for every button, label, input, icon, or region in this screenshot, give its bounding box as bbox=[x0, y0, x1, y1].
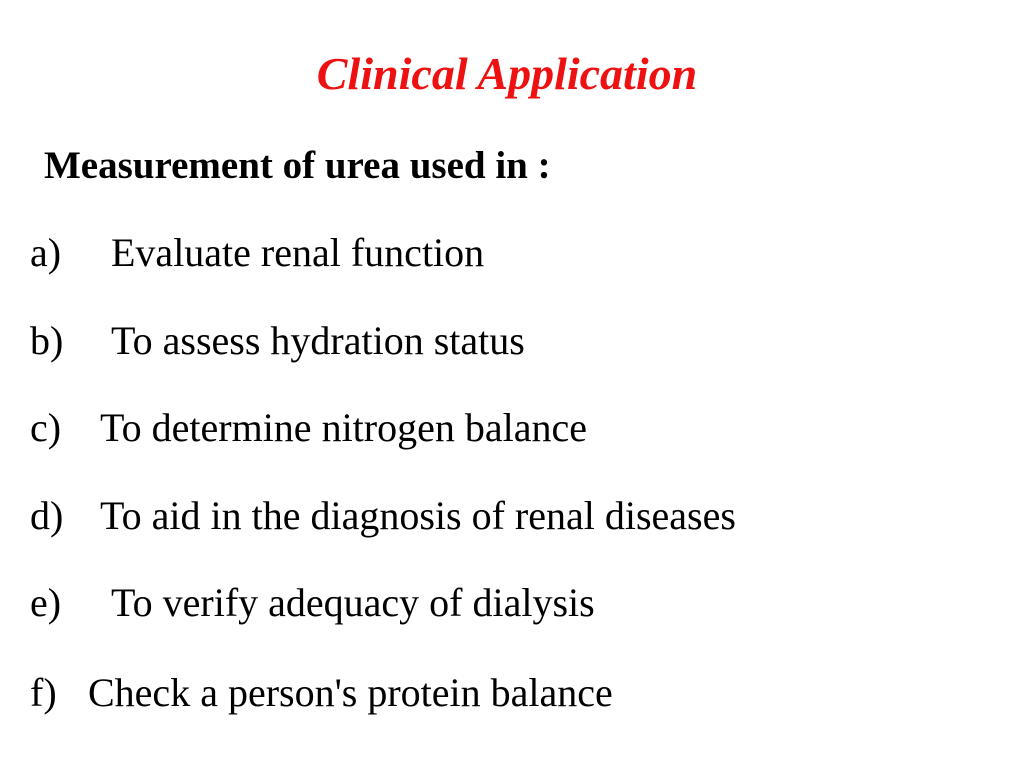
slide-subheading: Measurement of urea used in : bbox=[44, 144, 551, 187]
list-marker: e) bbox=[30, 580, 62, 625]
list-marker: f) bbox=[30, 670, 57, 715]
list-item-text: Evaluate renal function bbox=[111, 230, 485, 275]
list-item-text: To assess hydration status bbox=[111, 318, 525, 363]
list-marker: d) bbox=[30, 493, 64, 538]
list-item-text: To aid in the diagnosis of renal diseases bbox=[100, 493, 736, 538]
list-marker: b) bbox=[30, 318, 64, 363]
list-item-text: To determine nitrogen balance bbox=[100, 405, 587, 450]
list-item-text: Check a person's protein balance bbox=[88, 670, 613, 715]
list-item-text: To verify adequacy of dialysis bbox=[111, 580, 595, 625]
list-marker: c) bbox=[30, 405, 62, 450]
slide-title: Clinical Application bbox=[316, 48, 698, 99]
list-marker: a) bbox=[30, 230, 62, 275]
